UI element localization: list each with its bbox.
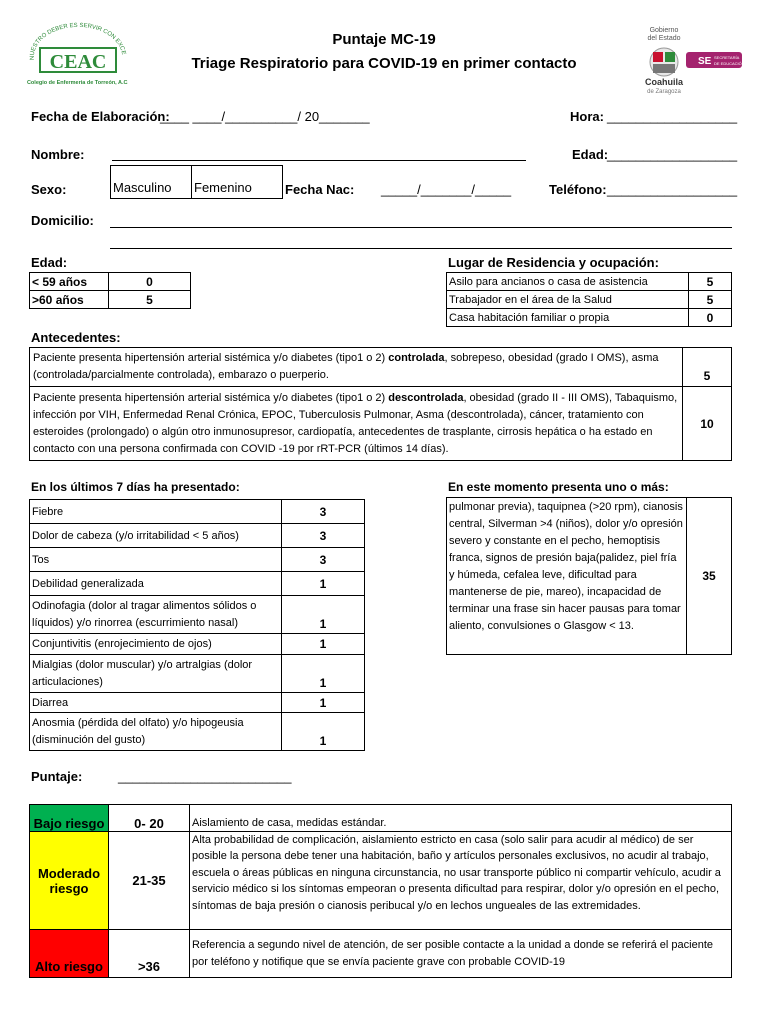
antecedentes-row: Paciente presenta hipertensión arterial sistémica y/o diabetes (tipo1 o 2) controlada, sobrepeso, obesidad (grado I OMS), asma (controlada/parcialmente controlada), embarazo o puerperio.: [30, 348, 683, 387]
fecha-field[interactable]: ____ ____/__________/ 20_______: [160, 109, 370, 124]
sintoma-label: Anosmia (pérdida del olfato) y/o hipogeusia (disminución del gusto): [30, 713, 282, 751]
edad-table: [29, 272, 191, 309]
logo-arc-text: NUESTRO DEBER ES SERVIR CON EXCE: [29, 22, 127, 61]
antecedentes-row: Paciente presenta hipertensión arterial sistémica y/o diabetes (tipo1 o 2) descontrolada, obesidad (grado II - III OMS), Tabaquismo, infección por VIH, Enfermedad Renal Crónica, EPOC, Tuberculosis Pulmonar, Asma (descontrolada), cáncer, tratamiento con esteroides (prolongado) o algún otro inmunosupresor, cardiopatía, antecedentes de trasplante, cirrosis hepática o ha estado en contacto con una persona confirmada con COVID -19 por rRT-PCR (últimos 14 días).: [30, 387, 683, 461]
telefono-field[interactable]: __________________: [607, 182, 738, 197]
masculino-option[interactable]: Masculino: [111, 166, 192, 199]
edad-row-label: < 59 años: [30, 273, 109, 291]
nombre-field[interactable]: [112, 160, 526, 161]
sintoma-score: 1: [282, 713, 365, 751]
edad-field[interactable]: __________________: [607, 147, 738, 162]
antecedentes-title: Antecedentes:: [31, 330, 121, 345]
edad-row-score: 5: [109, 291, 191, 309]
sintoma-label: Conjuntivitis (enrojecimiento de ojos): [30, 634, 282, 655]
fecha-nac-label: Fecha Nac:: [285, 182, 355, 197]
residencia-row-score: 5: [689, 273, 732, 291]
svg-text:Gobierno: Gobierno: [649, 27, 679, 34]
riesgo-range: 0- 20: [109, 805, 190, 832]
sintoma-score: 3: [282, 524, 365, 548]
residencia-title: Lugar de Residencia y ocupación:: [448, 255, 659, 270]
femenino-option[interactable]: Femenino: [192, 166, 283, 199]
antecedentes-score: 10: [683, 387, 732, 461]
svg-text:DE EDUCACIÓN: DE EDUCACIÓN: [714, 61, 745, 66]
sintoma-score: 1: [282, 634, 365, 655]
residencia-table: [446, 272, 732, 327]
sintoma-label: Dolor de cabeza (y/o irritabilidad < 5 años): [30, 524, 282, 548]
domicilio-label: Domicilio:: [31, 213, 94, 228]
riesgo-text: Aislamiento de casa, medidas estándar.: [190, 805, 732, 832]
sintoma-label: Debilidad generalizada: [30, 572, 282, 596]
riesgo-text: Alta probabilidad de complicación, aislamiento estricto en casa (solo salir para acudir al médico) de ser posible la persona debe tener una habitación, baño y artículos personales exclusivos, no acudir al trabajo, escuela o áreas públicas en ninguna circunstancia, no usar transporte público ni compartir vehículo, acudir a servicio médico si los síntomas empeoran o presenta dificultad para respirar, dolor y/o opresión en el pecho, síntomas de baja presión o cianosis peribucal y/o en lechos ungueales de las extremidades.: [190, 832, 732, 930]
sintoma-score: 3: [282, 548, 365, 572]
riesgo-label: Alto riesgo: [30, 930, 109, 978]
residencia-row-label: Trabajador en el área de la Salud: [447, 291, 689, 309]
logo-caption: Colegio de Enfermeria de Torreón, A.C.: [26, 80, 128, 86]
antecedentes-score: 5: [683, 348, 732, 387]
riesgo-range: >36: [109, 930, 190, 978]
doc-title: Puntaje MC-19: [332, 31, 436, 48]
riesgo-range: 21-35: [109, 832, 190, 930]
domicilio-line-2[interactable]: [110, 248, 732, 249]
residencia-row-label: Asilo para ancianos o casa de asistencia: [447, 273, 689, 291]
momento-score: 35: [687, 498, 732, 655]
momento-title: En este momento presenta uno o más:: [448, 480, 669, 494]
sexo-label: Sexo:: [31, 182, 67, 197]
riesgo-label: Moderado riesgo: [30, 832, 109, 930]
svg-text:SE: SE: [698, 56, 712, 67]
logo-letters: CEAC: [49, 51, 107, 73]
telefono-label: Teléfono:: [549, 182, 607, 197]
momento-text: pulmonar previa), taquipnea (>20 rpm), cianosis central, Silverman >4 (niños), dolor y/o opresión severo y constante en el pecho, hemoptisis franca, signos de presión baja(palidez, piel fría y húmeda, cefalea leve, dificultad para mantenerse de pie, mareo), incapacidad de terminar una frase sin hacer pausas para tomar aliento, convulsiones o Glasgow < 13.: [447, 498, 687, 655]
doc-subtitle: Triage Respiratorio para COVID-19 en primer contacto: [191, 55, 577, 72]
sintoma-score: 1: [282, 693, 365, 713]
antecedentes-table: [29, 347, 732, 461]
residencia-row-score: 0: [689, 309, 732, 327]
sintoma-score: 1: [282, 572, 365, 596]
edad-row-label: >60 años: [30, 291, 109, 309]
fecha-label: Fecha de Elaboración:: [31, 109, 170, 124]
sintomas-table: [29, 499, 365, 751]
svg-text:SECRETARÍA: SECRETARÍA: [714, 55, 740, 60]
sintoma-label: Fiebre: [30, 500, 282, 524]
momento-table: [446, 497, 732, 655]
riesgo-text: Referencia a segundo nivel de atención, de ser posible contacte a la unidad a donde se referirá el paciente por teléfono y notifique que se envía paciente grave con probable COVID-19: [190, 930, 732, 978]
edad-row-score: 0: [109, 273, 191, 291]
residencia-row-score: 5: [689, 291, 732, 309]
sintoma-score: 3: [282, 500, 365, 524]
svg-text:de Zaragoza: de Zaragoza: [647, 89, 681, 95]
hora-label: Hora:: [570, 109, 604, 124]
hora-field[interactable]: __________________: [607, 109, 738, 124]
nombre-label: Nombre:: [31, 147, 85, 162]
riesgo-table: [29, 804, 732, 978]
edad-field-label: Edad:: [572, 147, 609, 162]
svg-text:del Estado: del Estado: [647, 35, 681, 42]
sintoma-label: Odinofagia (dolor al tragar alimentos sólidos o líquidos) y/o rinorrea (escurrimiento nasal): [30, 596, 282, 634]
sintomas-title: En los últimos 7 días ha presentado:: [31, 480, 240, 494]
sexo-options: [110, 165, 283, 199]
riesgo-label: Bajo riesgo: [30, 805, 109, 832]
sintoma-label: Tos: [30, 548, 282, 572]
edad-title: Edad:: [31, 255, 68, 270]
residencia-row-label: Casa habitación familiar o propia: [447, 309, 689, 327]
puntaje-label: Puntaje:: [31, 769, 83, 784]
sintoma-score: 1: [282, 655, 365, 693]
sintoma-score: 1: [282, 596, 365, 634]
puntaje-field[interactable]: ________________________: [118, 769, 292, 784]
fecha-nac-field[interactable]: _____/_______/_____: [381, 182, 512, 197]
domicilio-line-1[interactable]: [110, 227, 732, 228]
sintoma-label: Mialgias (dolor muscular) y/o artralgias (dolor articulaciones): [30, 655, 282, 693]
svg-text:Coahuila: Coahuila: [644, 77, 684, 87]
sintoma-label: Diarrea: [30, 693, 282, 713]
